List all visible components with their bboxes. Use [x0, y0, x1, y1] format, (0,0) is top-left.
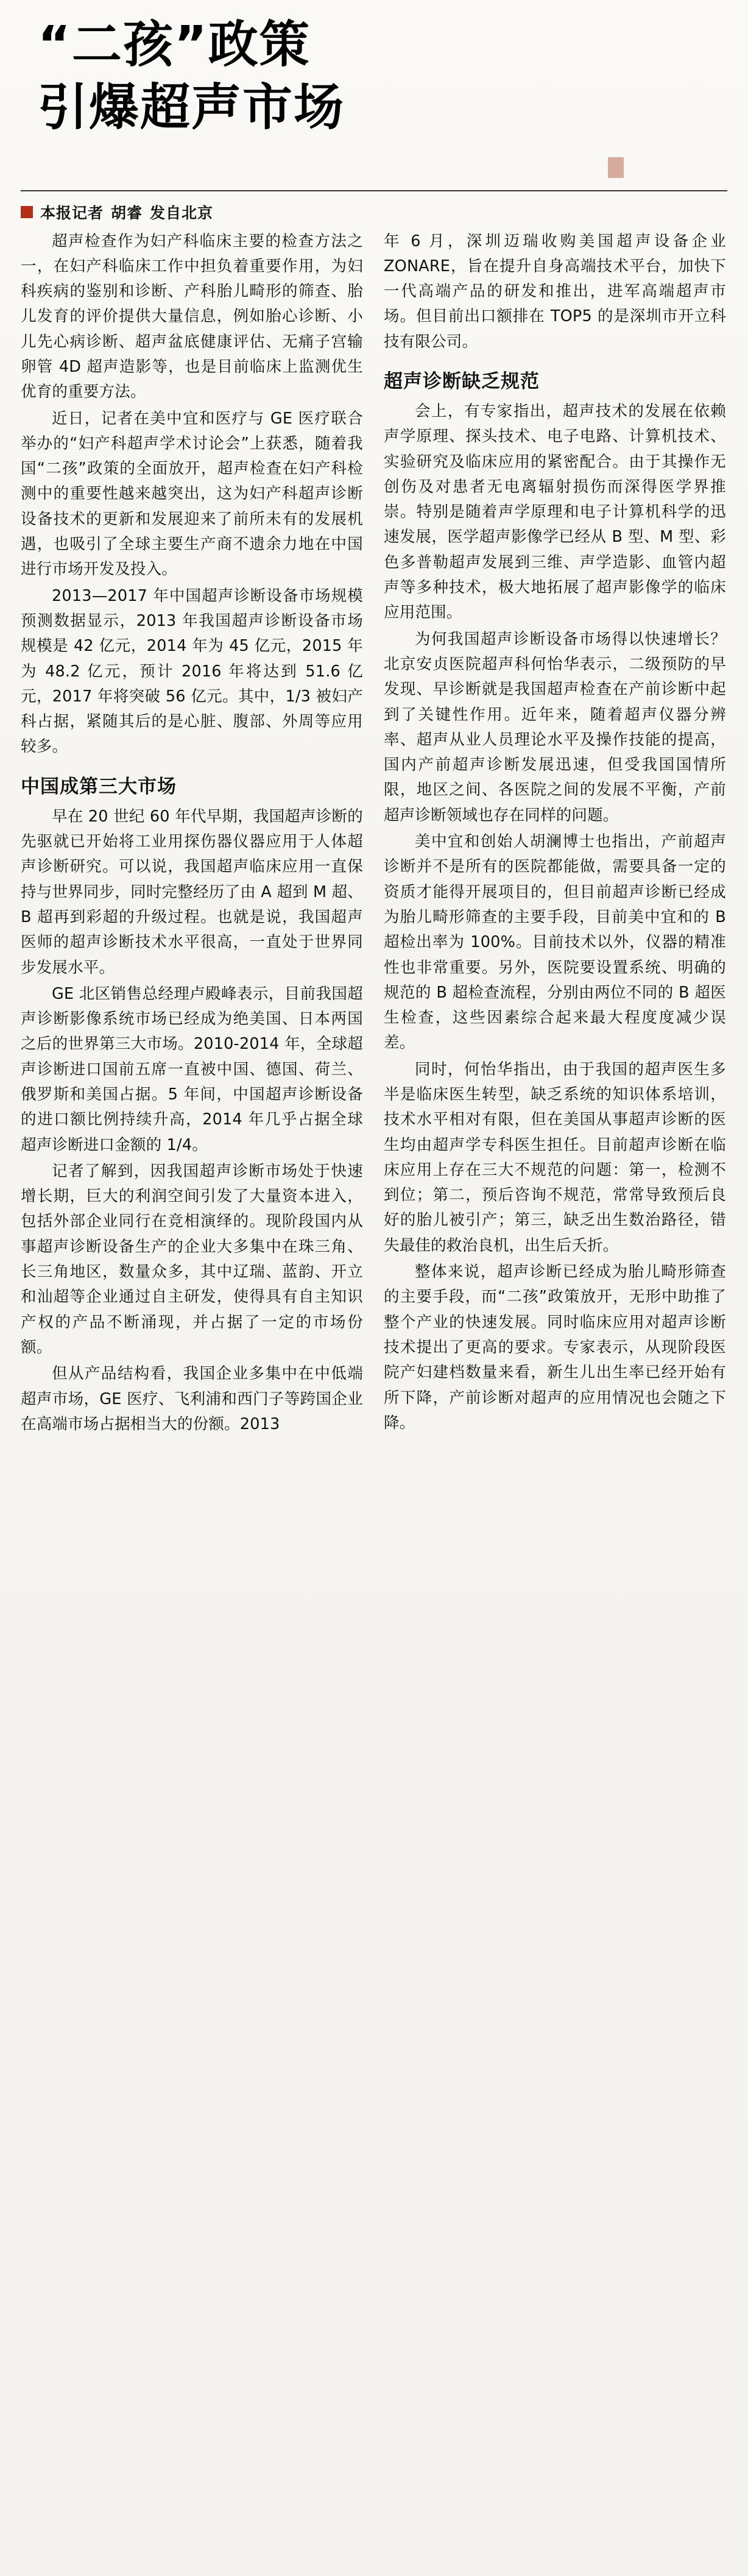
paragraph: 同时，何怡华指出，由于我国的超声医生多半是临床医生转型，缺乏系统的知识体系培训，技术水平相对有限，但在美国从事超声诊断的医生均由超声学专科医生担任。目前超声诊断在临床应用上存在三大不规范的问题：第一，检测不到位；第二，预后咨询不规范，常常导致预后良好的胎儿被引产；第三，缺乏出生数治路径，错失最佳的救治良机，出生后夭折。 [384, 1060, 726, 1255]
paragraph: 美中宜和创始人胡澜博士也指出，产前超声诊断并不是所有的医院都能做，需要具备一定的资质才能得开展项目的，但目前超声诊断已经成为胎儿畸形筛查的主要手段，目前美中宜和的 B 超检出率为 100%。目前技术以外，仪器的精准性也非常重要。另外，医院要设置系统、明确的规范的 B 超检查流程，分别由两位不同的 B 超医生检查，这些因素综合起来最大程度度减少误差。 [384, 832, 726, 1052]
paragraph: 整体来说，超声诊断已经成为胎儿畸形筛查的主要手段，而“二孩”政策放开，无形中助推了整个产业的快速发展。同时临床应用对超声诊断技术提出了更高的要求。专家表示，从现阶段医院产妇建档数量来看，新生儿出生率已经开始有所下降，产前诊断对超声的应用情况也会随之下降。 [384, 1263, 726, 1432]
headline-line-1: “二孩”政策 [38, 16, 311, 74]
paragraph: 记者了解到，因我国超声诊断市场处于快速增长期，巨大的利润空间引发了大量资本进入，包括外部企业同行在竞相演绎的。现阶段国内从事超声诊断设备生产的企业大多集中在珠三角、长三角地区，数量众多，其中辽瑞、蓝韵、开立和汕超等企业通过自主研发，使得具有自主知识产权的产品不断涌现，并占据了一定的市场份额。 [21, 1162, 363, 1357]
column-left [21, 229, 363, 1439]
paragraph: 早在 20 世纪 60 年代早期，我国超声诊断的先驱就已开始将工业用探伤器仪器应用于人体超声诊断研究。可以说，我国超声临床应用一直保持与世界同步，同时完整经历了由 A 超到 M 超、B 超再到彩超的升级过程。也就是说，我国超声医师的超声诊断技术水平很高，一直处于世界同步发展水平。 [21, 807, 363, 977]
headline-line-2: 引爆超声市场 [38, 78, 345, 137]
byline [21, 201, 727, 223]
paragraph: GE 北区销售总经理卢殿峰表示，目前我国超声诊断影像系统市场已经成为绝美国、日本两国之后的世界第三大市场。2010-2014 年，全球超声诊断进口国前五席一直被中国、德国、荷兰、俄罗斯和美国占据。5 年间，中国超声诊断设备的进口额比例持续升高，2014 年几乎占据全球超声诊断进口金额的 1/4。 [21, 984, 363, 1154]
paragraph: 为何我国超声诊断设备市场得以快速增长？北京安贞医院超声科何怡华表示，二级预防的早发现、早诊断就是我国超声检查在产前诊断中起到了关键性作用。近年来，随着超声仪器分辨率、超声从业人员理论水平及操作技能的提高，国内产前超声诊断发展迅速，但受我国国情所限，地区之间、各医院之间的发展不平衡，产前超声诊断领域也存在同样的问题。 [384, 630, 726, 825]
section-heading-standards: 超声诊断缺乏规范 [384, 370, 540, 392]
red-ink-mark [608, 157, 624, 178]
paragraph: 会上，有专家指出，超声技术的发展在依赖声学原理、探头技术、电子电路、计算机技术、实验研究及临床应用的紧密配合。由于其操作无创伤及对患者无电离辐射损伤而深得医学界推崇。特别是随着声学原理和电子计算机科学的迅速发展，医学超声影像学已经从 B 型、M 型、彩色多普勒超声发展到三维、声学造影、血管内超声等多种技术，极大地拓展了超声影像学的临床应用范围。 [384, 402, 726, 622]
page-title [21, 16, 727, 138]
byline-location: 发自北京 [150, 204, 214, 222]
paragraph: 超声检查作为妇产科临床主要的检查方法之一，在妇产科临床工作中担负着重要作用，为妇科疾病的鉴别和诊断、产科胎儿畸形的筛查、胎儿发育的评价提供大量信息，例如胎心诊断、小儿先心病诊断、超声盆底健康评估、无痛子宫输卵管 4D 超声造影等，也是目前临床上监测优生优育的重要方法。 [21, 232, 363, 402]
column-right [384, 229, 726, 1438]
square-bullet-icon [21, 206, 33, 218]
paragraph: 但从产品结构看，我国企业多集中在中低端超声市场，GE 医疗、飞利浦和西门子等跨国企业在高端市场占据相当大的份额。2013 [21, 1364, 363, 1433]
horizontal-rule [21, 190, 727, 191]
paragraph: 年 6 月，深圳迈瑞收购美国超声设备企业 ZONARE，旨在提升自身高端技术平台，加快下一代高端产品的研发和推出，进军高端超声市场。但目前出口额排在 TOP5 的是深圳市开立科技有限公司。 [384, 232, 726, 351]
paragraph: 近日，记者在美中宜和医疗与 GE 医疗联合举办的“妇产科超声学术讨论会”上获悉，随着我国“二孩”政策的全面放开，超声检查在妇产科检测中的重要性越来越突出，这为妇产科超声诊断设备技术的更新和发展迎来了前所未有的发展机遇，也吸引了全球主要生产商不遗余力地在中国进行市场开发及投入。 [21, 409, 363, 579]
section-heading-market: 中国成第三大市场 [21, 775, 177, 798]
article-columns [21, 229, 727, 1439]
headline-divider [21, 154, 727, 193]
byline-source: 本报记者 [40, 204, 104, 222]
paragraph: 2013—2017 年中国超声诊断设备市场规模预测数据显示，2013 年我国超声诊断设备市场规模是 42 亿元，2014 年为 45 亿元，2015 年为 48.2 亿元，预计 2016 年将达到 51.6 亿元，2017 年将突破 56 亿元。其中，1/3 被妇产科占据，紧随其后的是心脏、腹部、外周等应用较多。 [21, 586, 363, 756]
byline-reporter: 胡睿 [111, 204, 143, 222]
